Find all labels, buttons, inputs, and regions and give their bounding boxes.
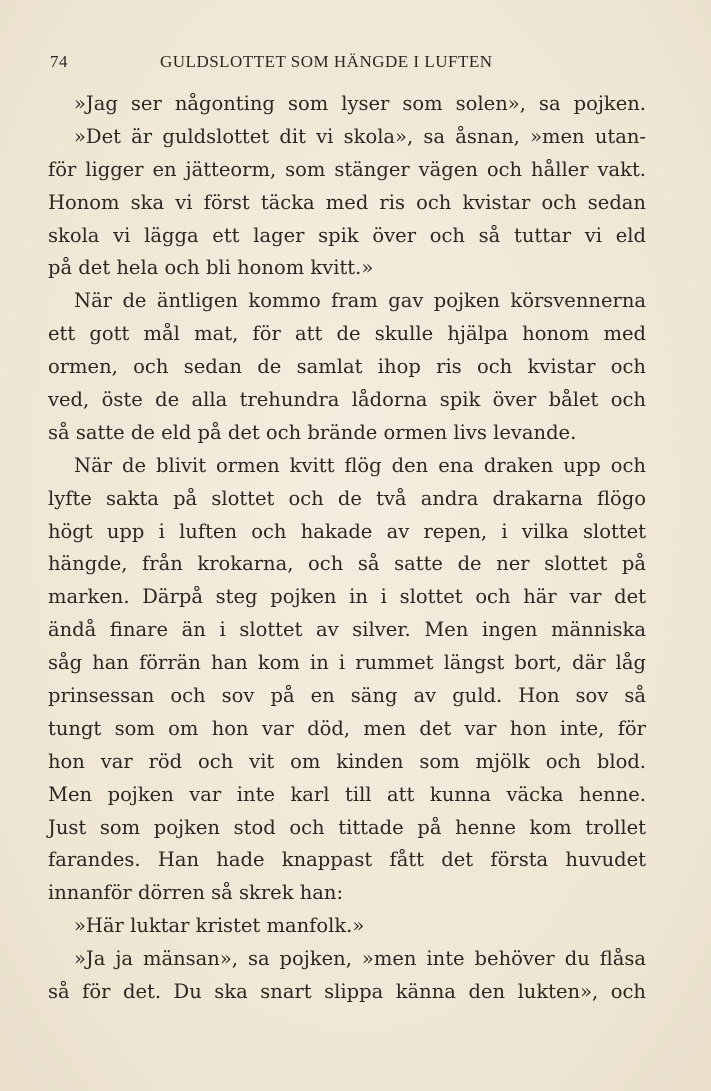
text-line: skola vi lägga ett lager spik över och så tuttar vi eld bbox=[48, 223, 646, 247]
text-line: Men pojken var inte karl till att kunna väcka henne. bbox=[48, 782, 646, 806]
text-line: på det hela och bli honom kvitt.» bbox=[48, 256, 374, 280]
text-line: högt upp i luften och hakade av repen, i vilka slottet bbox=[48, 519, 646, 543]
text-line: ett gott mål mat, för att de skulle hjälpa honom med bbox=[48, 322, 646, 346]
text-line: för ligger en jätteorm, som stänger vägen och håller vakt. bbox=[48, 157, 646, 181]
text-line: När de äntligen kommo fram gav pojken körsvennerna bbox=[74, 289, 646, 313]
page-number: 74 bbox=[50, 52, 68, 71]
body-text bbox=[48, 88, 646, 1009]
text-line: såg han förrän han kom in i rummet längst bort, där låg bbox=[48, 651, 646, 675]
text-line: Honom ska vi först täcka med ris och kvistar och sedan bbox=[48, 190, 646, 214]
text-line: Just som pojken stod och tittade på henne kom trollet bbox=[48, 815, 646, 839]
text-line: prinsessan och sov på en säng av guld. Hon sov så bbox=[48, 684, 646, 708]
text-line: hängde, från krokarna, och så satte de ner slottet på bbox=[48, 552, 646, 576]
running-head: GULDSLOTTET SOM HÄNGDE I LUFTEN bbox=[160, 52, 493, 71]
text-line: »Jag ser någonting som lyser som solen», sa pojken. bbox=[74, 92, 646, 115]
text-line: ändå finare än i slottet av silver. Men ingen människa bbox=[48, 618, 646, 642]
text-line: När de blivit ormen kvitt flög den ena draken upp och bbox=[74, 453, 646, 477]
text-line: ved, öste de alla trehundra lådorna spik över bålet och bbox=[48, 388, 646, 412]
text-line: så för det. Du ska snart slippa känna den lukten», och bbox=[48, 980, 646, 1004]
text-line: »Det är guldslottet dit vi skola», sa åsnan, »men utan- bbox=[74, 124, 646, 148]
text-line: farandes. Han hade knappast fått det första huvudet bbox=[48, 848, 646, 872]
text-line: hon var röd och vit om kinden som mjölk och blod. bbox=[48, 749, 646, 773]
text-line: marken. Därpå steg pojken in i slottet och här var det bbox=[48, 585, 646, 609]
text-line: innanför dörren så skrek han: bbox=[48, 881, 344, 905]
page-header bbox=[50, 52, 650, 78]
text-line: »Ja ja mänsan», sa pojken, »men inte behöver du flåsa bbox=[74, 947, 646, 971]
text-line: tungt som om hon var död, men det var hon inte, för bbox=[48, 716, 646, 740]
text-line: »Här luktar kristet manfolk.» bbox=[74, 914, 365, 938]
text-line: lyfte sakta på slottet och de två andra drakarna flögo bbox=[48, 486, 646, 510]
text-line: ormen, och sedan de samlat ihop ris och kvistar och bbox=[48, 355, 646, 379]
text-line: så satte de eld på det och brände ormen livs levande. bbox=[48, 420, 577, 444]
